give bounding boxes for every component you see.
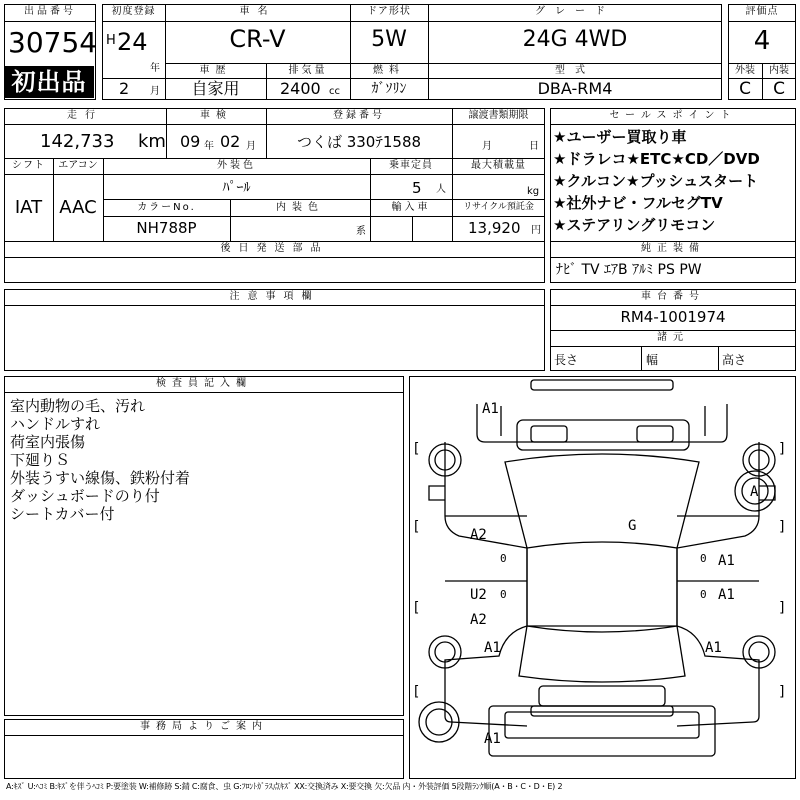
int-grade-label: 内装 [769, 65, 789, 76]
ac-label: エアコン [58, 160, 98, 171]
chassis-value: RM4-1001974 [620, 308, 726, 326]
bracket-right: ] [778, 600, 787, 616]
year-unit: 年 [150, 63, 160, 74]
insp-month-unit: 月 [246, 141, 256, 152]
zero-mark: 0 [500, 552, 507, 565]
insp-year-unit: 年 [204, 141, 214, 152]
length-label: 長さ [554, 353, 579, 367]
month-unit: 月 [150, 86, 160, 97]
zero-mark: 0 [700, 552, 707, 565]
dims-label: 諸元 [657, 332, 689, 343]
era: H [106, 33, 116, 48]
inspector-note: シートカバー付 [10, 505, 115, 523]
transfer-label: 譲渡書類期限 [468, 110, 529, 121]
model-value: DBA-RM4 [537, 79, 613, 98]
capacity-value: 5 [412, 179, 422, 197]
legend: A:ｷｽﾞ U:ﾍｺﾐ B:ｷｽﾞを伴うﾍｺﾐ P:要塗装 W:補修跡 S:錆 C:腐食、虫 G:ﾌﾛﾝﾄｶﾞﾗｽ点ｷｽﾞ XX:交換済み X:要交換 欠:欠品 内・外装評価 5段階ﾗﾝｸ順(A・B・C・D・E) 2 [6, 782, 563, 791]
interior-color-suffix: 系 [356, 226, 366, 237]
equipment-value: ﾅﾋﾞ TV ｴｱB ｱﾙﾐ PS PW [556, 262, 702, 278]
bracket-right: ] [778, 519, 787, 535]
insp-month: 02 [220, 132, 241, 151]
height-label: 高さ [722, 353, 747, 367]
model-label: 型式 [555, 65, 595, 76]
lot-number: 30754 [8, 26, 98, 59]
score-value: 4 [753, 26, 771, 56]
inspection-label: 車検 [200, 110, 232, 121]
ext-grade: C [739, 79, 751, 99]
fuel-value: ｶﾞｿﾘﾝ [371, 81, 407, 97]
km-unit: km [138, 131, 166, 152]
mileage-label: 走行 [67, 110, 103, 121]
bracket-left: [ [412, 600, 421, 616]
damage-right-front-fender: A1 [718, 553, 735, 569]
grade: 24G 4WD [522, 27, 628, 52]
displacement-value: 2400 [280, 79, 321, 98]
color-no-value: NH788P [136, 219, 197, 237]
bracket-right: ] [778, 684, 787, 700]
notes-label: 注意事項欄 [229, 291, 320, 302]
later-parts-label: 後日発送部品 [220, 243, 329, 254]
int-grade: C [773, 79, 785, 99]
exterior-color-label: 外装色 [217, 160, 256, 171]
office-label: 事務局よりご案内 [140, 721, 268, 732]
shift-value: IAT [14, 197, 43, 218]
recycle-label: リサイクル預託金 [463, 202, 534, 212]
shift-label: シフト [12, 160, 45, 171]
sales-point-item: ★社外ナビ・フルセグTV [553, 194, 723, 212]
car-diagram [409, 376, 796, 779]
color-no-label: カラーNo. [137, 202, 196, 213]
interior-color-label: 内装色 [276, 202, 324, 213]
recycle-value: 13,920 [468, 219, 521, 237]
first-listing-badge: 初出品 [4, 66, 94, 98]
bracket-right: ] [778, 441, 787, 457]
yen-unit: 円 [531, 225, 541, 236]
damage-windshield: G [628, 518, 637, 534]
damage-left-quarter: A1 [484, 640, 501, 656]
inspector-note: 室内動物の毛、汚れ [10, 397, 146, 415]
reg-month: 2 [119, 79, 130, 98]
equipment-label: 純正装備 [641, 243, 705, 254]
displacement-label: 排気量 [288, 65, 328, 76]
zero-mark: 0 [700, 588, 707, 601]
ext-grade-label: 外装 [735, 65, 755, 76]
mileage-value: 142,733 [40, 131, 115, 152]
sales-point-item: ★ユーザー買取り車 [553, 128, 687, 146]
inspector-note: 外装うすい線傷、鉄粉付着 [10, 469, 191, 487]
lot-label: 出品番号 [24, 6, 76, 17]
damage-left-front-door: U2 [470, 587, 487, 603]
insp-year: 09 [180, 132, 201, 151]
damage-spare-wheel: A [750, 484, 759, 500]
import-label: 輸入車 [391, 202, 431, 213]
cc-unit: cc [329, 86, 340, 97]
load-label: 最大積載量 [471, 160, 526, 171]
inspector-note: 下廻りＳ [10, 451, 71, 469]
grade-label: グレード [535, 6, 615, 17]
inspector-note: ハンドルすれ [10, 415, 101, 433]
zero-mark: 0 [500, 588, 507, 601]
bracket-left: [ [412, 441, 421, 457]
damage-right-quarter: A1 [705, 640, 722, 656]
history-value: 自家用 [191, 79, 240, 98]
damage-rear-bumper: A1 [484, 731, 501, 747]
inspector-note: 荷室内張傷 [10, 433, 86, 451]
plate-label: 登録番号 [333, 110, 385, 121]
sales-points-label: セールスポイント [609, 110, 737, 121]
bracket-left: [ [412, 684, 421, 700]
fuel-label: 燃料 [373, 65, 405, 76]
history-label: 車歴 [199, 65, 232, 76]
reg-year: 24 [117, 28, 148, 56]
transfer-month: 月 [482, 141, 492, 152]
plate-value: つくば 330ﾃ1588 [296, 133, 422, 151]
width-label: 幅 [646, 353, 659, 367]
capacity-label: 乗車定員 [389, 160, 433, 171]
door-type: 5W [371, 27, 407, 52]
reg-label: 初度登録 [111, 6, 156, 17]
exterior-color-value: ﾊﾟｰﾙ [222, 180, 251, 196]
sales-point-item: ★ドラレコ★ETC★CD／DVD [553, 150, 760, 168]
chassis-label: 車台番号 [641, 291, 705, 302]
sales-point-item: ★クルコン★プッシュスタート [553, 172, 759, 190]
car-name-label: 車名 [239, 6, 276, 17]
transfer-day: 日 [529, 141, 539, 152]
damage-right-rear-door: A1 [718, 587, 735, 603]
damage-front-bumper: A1 [482, 401, 499, 417]
inspector-note: ダッシュボードのり付 [10, 487, 160, 505]
bracket-left: [ [412, 519, 421, 535]
door-label: ドア形状 [367, 6, 411, 17]
sales-point-item: ★ステアリングリモコン [553, 216, 716, 234]
kg-unit: kg [527, 186, 540, 197]
person-unit: 人 [436, 184, 446, 195]
damage-left-rear-door: A2 [470, 612, 487, 628]
car-name: CR-V [229, 25, 286, 53]
score-label: 評価点 [745, 6, 779, 17]
inspector-label: 検査員記入欄 [156, 378, 252, 389]
damage-left-front-fender: A2 [470, 527, 487, 543]
ac-value: AAC [59, 197, 97, 218]
